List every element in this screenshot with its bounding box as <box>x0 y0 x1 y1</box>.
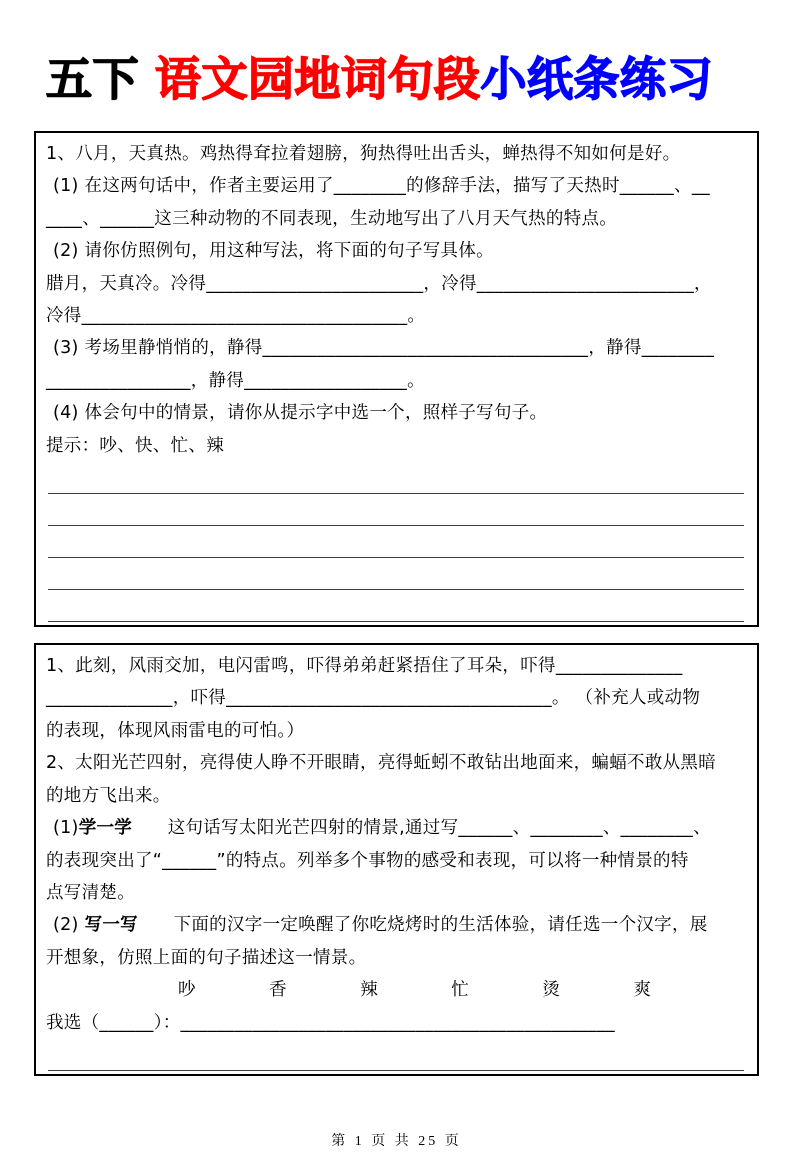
text-line: 腊月，天真冷。冷得________________________，冷得________________________， <box>46 273 712 294</box>
text-line: ______________，吓得____________________________________。 （补充人或动物 <box>46 688 701 709</box>
character-option: 香 <box>269 980 287 1001</box>
character-options-row <box>46 974 746 1006</box>
page-title <box>46 54 793 104</box>
title-subject-label: 语文园地词句段 <box>155 52 481 106</box>
text-line: (4) 体会句中的情景，请你从提示字中选一个，照样子写句子。 <box>53 403 548 424</box>
character-option: 忙 <box>451 980 469 1001</box>
text-line: 我选（______）：________________________________________________ <box>46 1012 615 1033</box>
answer-line <box>48 494 744 526</box>
exercise-box-2 <box>34 643 759 1076</box>
text-line: 的地方飞出来。 <box>46 785 171 806</box>
text-line: (1) 在这两句话中，作者主要运用了________的修辞手法，描写了天热时______、__ <box>53 176 710 197</box>
text-line: (2) 请你仿照例句，用这种写法，将下面的句子写具体。 <box>53 241 494 262</box>
title-practice-label: 小纸条练习 <box>480 52 713 106</box>
text-line: 1、八月，天真热。鸡热得耷拉着翅膀，狗热得吐出舌头，蝉热得不知如何是好。 <box>46 144 681 164</box>
text-line: 的表现突出了“______”的特点。列举多个事物的感受和表现，可以将一种情景的特 <box>46 850 689 871</box>
text-line: (2) 写一写 下面的汉字一定唤醒了你吃烧烤时的生活体验，请任选一个汉字，展 <box>53 915 708 936</box>
text-line: 的表现，体现风雨雷电的可怕。） <box>46 720 305 741</box>
answer-line <box>48 462 744 494</box>
text-line: (1)学一学 这句话写太阳光芒四射的情景,通过写______、________、________、 <box>53 818 711 839</box>
bold-label: 学一学 <box>78 818 133 839</box>
character-option: 烫 <box>542 980 560 1001</box>
text-line: ____、______这三种动物的不同表现，生动地写出了八月天气热的特点。 <box>46 208 618 229</box>
text-line: 点写清楚。 <box>46 882 135 903</box>
answer-line <box>48 526 744 558</box>
character-option: 辣 <box>360 980 378 1001</box>
character-option: 吵 <box>178 980 196 1001</box>
page-number-footer: 第 1 页 共 25 页 <box>331 1134 462 1149</box>
text-line: 冷得____________________________________。 <box>46 306 426 327</box>
character-option: 爽 <box>633 980 651 1001</box>
text-line: 1、此刻，风雨交加，电闪雷鸣，吓得弟弟赶紧捂住了耳朵，吓得______________ <box>46 656 683 677</box>
bold-label: 写一写 <box>84 915 138 936</box>
text-line: ________________，静得__________________。 <box>46 370 425 391</box>
answer-line <box>48 590 744 622</box>
exercise-box-1 <box>34 131 759 627</box>
answer-line <box>48 1039 744 1071</box>
text-line: 开想象，仿照上面的句子描述这一情景。 <box>46 947 367 968</box>
text-line: (3) 考场里静悄悄的，静得____________________________________，静得________ <box>53 338 715 359</box>
text-line: 提示：吵、快、忙、辣 <box>46 435 224 456</box>
title-grade-label: 五下 <box>46 52 139 106</box>
answer-line <box>48 558 744 590</box>
text-line: 2、太阳光芒四射，亮得使人睁不开眼睛，亮得蚯蚓不敢钻出地面来，蝙蝠不敢从黑暗 <box>46 753 717 774</box>
